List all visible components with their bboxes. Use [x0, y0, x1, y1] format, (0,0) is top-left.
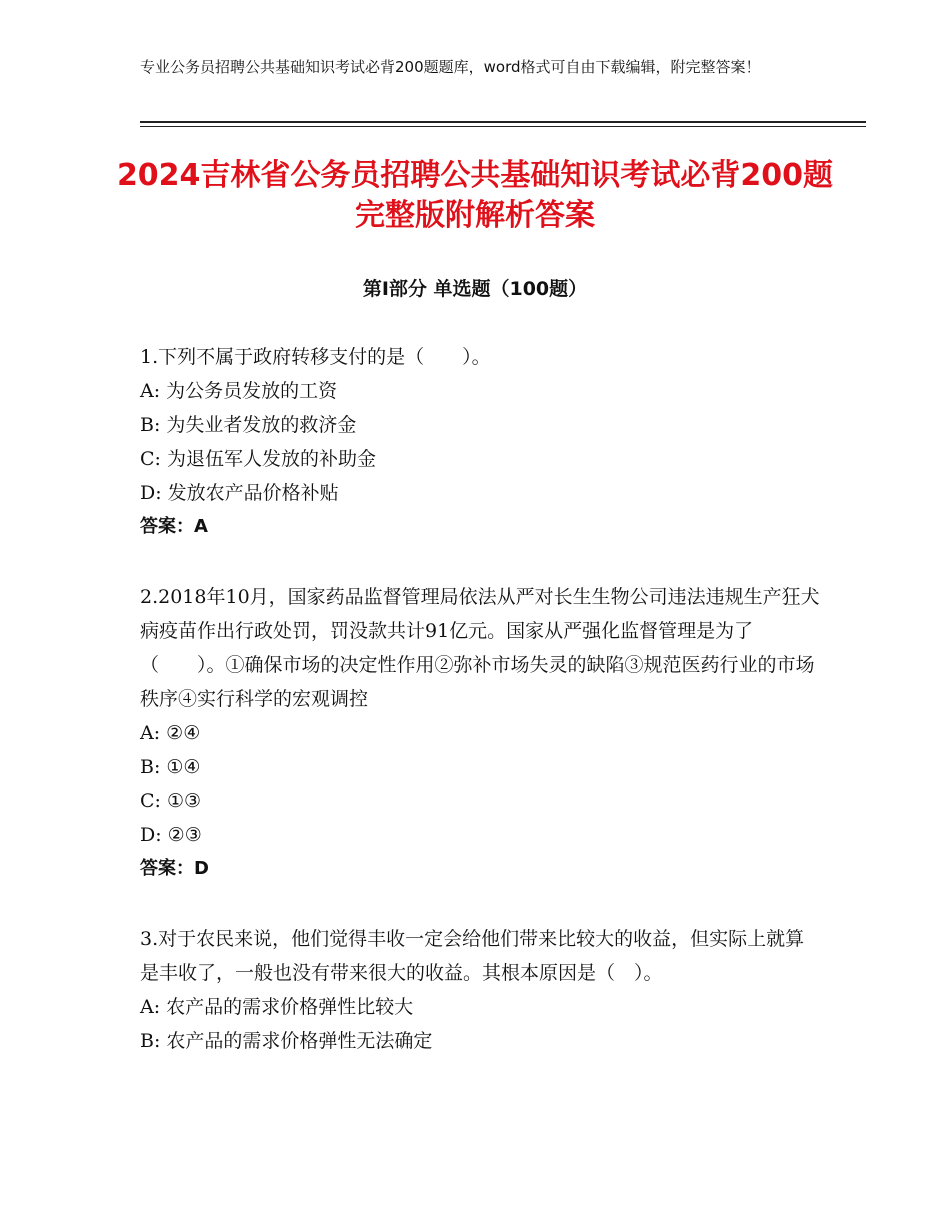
header-note: 专业公务员招聘公共基础知识考试必背200题题库，word格式可自由下载编辑，附完整答案！	[140, 58, 761, 76]
answer-label: 答案：A	[140, 516, 208, 537]
header-divider-thin	[140, 126, 866, 127]
section-heading: 第Ⅰ部分 单选题（100题）	[362, 278, 588, 300]
question-stem: 1.下列不属于政府转移支付的是（ ）。	[140, 346, 491, 368]
option-b: B: ①④	[140, 756, 201, 778]
question-stem: 3.对于农民来说，他们觉得丰收一定会给他们带来比较大的收益，但实际上就算是丰收了，一般也没有带来很大的收益。其根本原因是（ ）。	[140, 928, 805, 984]
question-1	[140, 340, 820, 544]
option-a: A: 农产品的需求价格弹性比较大	[140, 996, 414, 1018]
option-b: B: 农产品的需求价格弹性无法确定	[140, 1030, 433, 1052]
option-d: D: 发放农产品价格补贴	[140, 482, 339, 504]
option-c: C: ①③	[140, 790, 202, 812]
document-title: 2024吉林省公务员招聘公共基础知识考试必背200题完整版附解析答案	[116, 158, 834, 233]
option-c: C: 为退伍军人发放的补助金	[140, 448, 376, 470]
header-divider-thick	[140, 121, 866, 123]
question-2	[140, 580, 820, 886]
question-3	[140, 922, 820, 1058]
option-b: B: 为失业者发放的救济金	[140, 414, 357, 436]
question-stem: 2.2018年10月，国家药品监督管理局依法从严对长生生物公司违法违规生产狂犬病疫苗作出行政处罚，罚没款共计91亿元。国家从严强化监督管理是为了（ ）。①确保市场的决定性作用②弥补市场失灵的缺陷③规范医药行业的市场秩序④实行科学的宏观调控	[140, 586, 820, 710]
answer-label: 答案：D	[140, 858, 209, 879]
option-a: A: ②④	[140, 722, 201, 744]
option-a: A: 为公务员发放的工资	[140, 380, 338, 402]
option-d: D: ②③	[140, 824, 202, 846]
